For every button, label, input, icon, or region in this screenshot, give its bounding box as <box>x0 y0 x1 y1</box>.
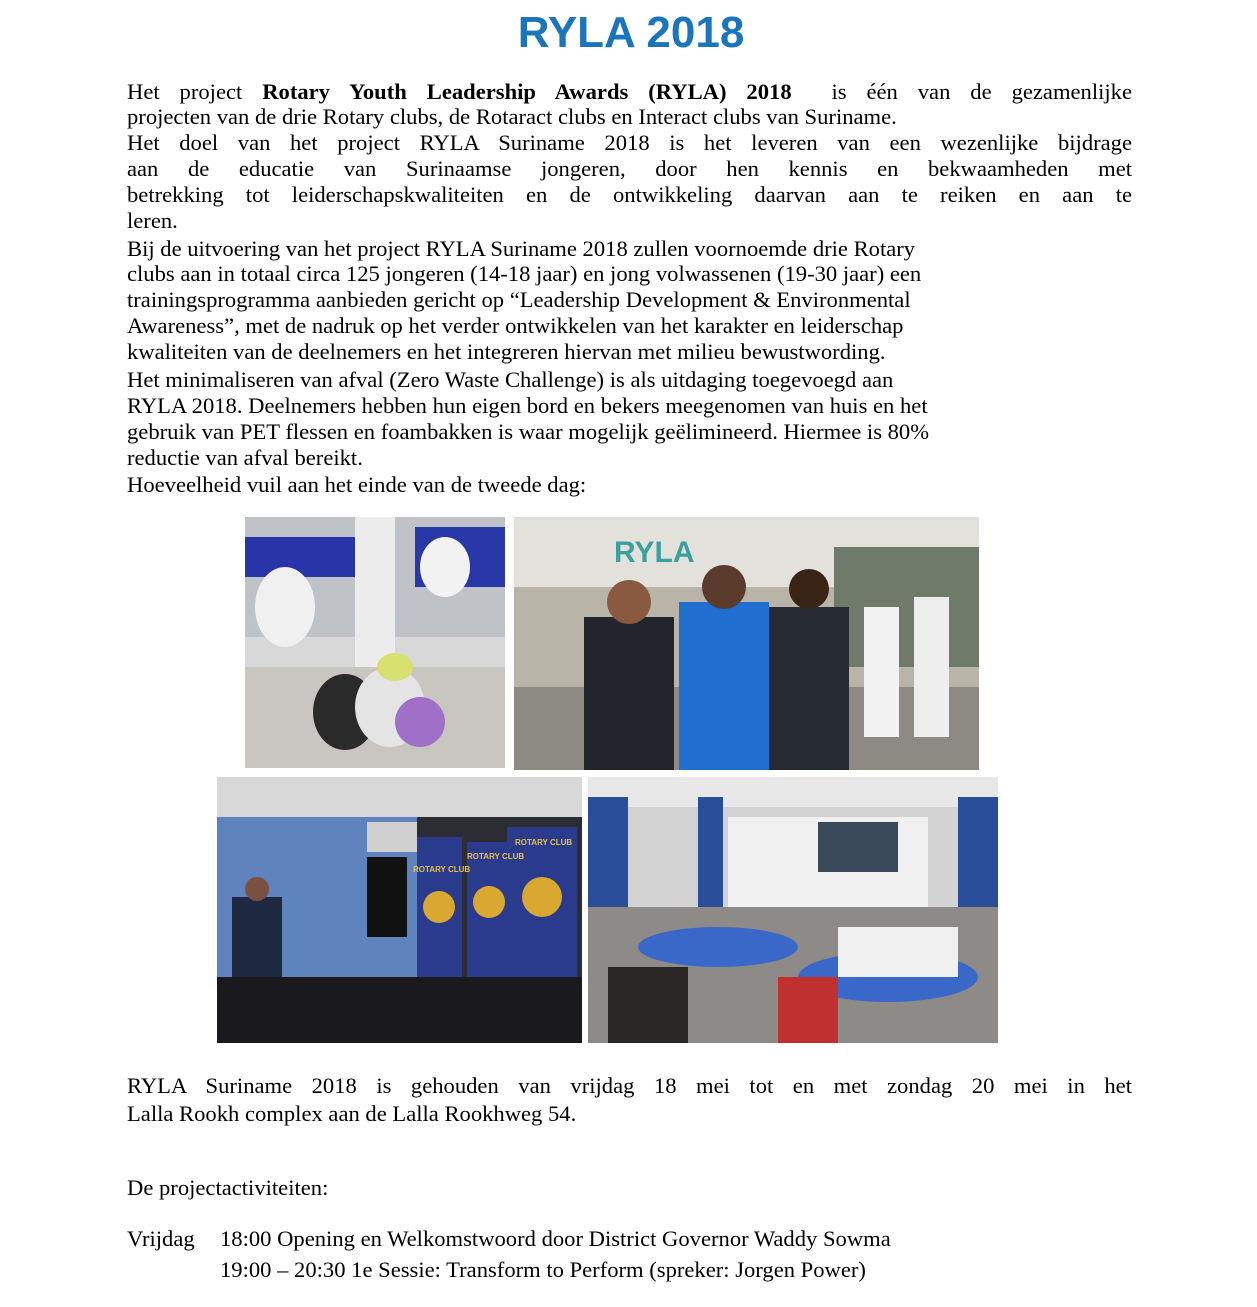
schedule-item: 18:00 Opening en Welkomstwoord door District Governor Waddy Sowma <box>220 1226 891 1251</box>
banner-text: ROTARY CLUB <box>413 865 471 874</box>
schedule-item: 19:00 – 20:30 1e Sessie: Transform to Perform (spreker: Jorgen Power) <box>220 1257 866 1282</box>
photo-participants-hall <box>588 777 998 1043</box>
intro-line: gebruik van PET flessen en foambakken is waar mogelijk geëlimineerd. Hiermee is 80% <box>127 419 930 444</box>
intro-line: Awareness”, met de nadruk op het verder ontwikkelen van het karakter en leiderschap <box>127 313 904 338</box>
intro-line: clubs aan in totaal circa 125 jongeren (14-18 jaar) en jong volwassenen (19-30 jaar) een <box>127 261 922 286</box>
banner-text: ROTARY CLUB <box>467 852 525 861</box>
intro-line: Bij de uitvoering van het project RYLA Suriname 2018 zullen voornoemde drie Rotary <box>127 236 916 261</box>
intro-line: Het project Rotary Youth Leadership Awards (RYLA) 2018 is één van de gezamenlijke <box>127 79 1133 104</box>
intro-line: leren. <box>127 208 178 233</box>
location-line: Lalla Rookh complex aan de Lalla Rookhweg 54. <box>127 1101 577 1126</box>
page-title: RYLA 2018 <box>517 8 745 57</box>
intro-line: projecten van de drie Rotary clubs, de Rotaract clubs en Interact clubs van Suriname. <box>127 104 897 129</box>
photo-group-portrait <box>514 517 979 770</box>
photo-trash-bags <box>245 517 505 768</box>
intro-line: betrekking tot leiderschapskwaliteiten en de ontwikkeling daarvan aan te reiken en aan te <box>127 182 1132 207</box>
intro-line: trainingsprogramma aanbieden gericht op “Leadership Development & Environmental <box>127 287 911 312</box>
activities-heading: De projectactiviteiten: <box>127 1175 329 1200</box>
photo-speaker-banners <box>217 777 582 1043</box>
ryla-sign-text: RYLA <box>614 536 695 569</box>
intro-line: RYLA 2018. Deelnemers hebben hun eigen bord en bekers meegenomen van huis en het <box>127 393 928 418</box>
schedule-day: Vrijdag <box>127 1226 195 1251</box>
intro-line: reductie van afval bereikt. <box>127 445 363 470</box>
location-line: RYLA Suriname 2018 is gehouden van vrijdag 18 mei tot en met zondag 20 mei in het <box>127 1073 1132 1098</box>
banner-text: ROTARY CLUB <box>515 838 573 847</box>
intro-line: Het minimaliseren van afval (Zero Waste Challenge) is als uitdaging toegevoegd aan <box>127 367 894 392</box>
intro-line: Hoeveelheid vuil aan het einde van de tweede dag: <box>127 472 587 497</box>
intro-line: Het doel van het project RYLA Suriname 2018 is het leveren van een wezenlijke bijdrage <box>127 130 1132 155</box>
intro-line: aan de educatie van Surinaamse jongeren, door hen kennis en bekwaamheden met <box>127 156 1132 181</box>
intro-line: kwaliteiten van de deelnemers en het integreren hiervan met milieu bewustwording. <box>127 339 886 364</box>
